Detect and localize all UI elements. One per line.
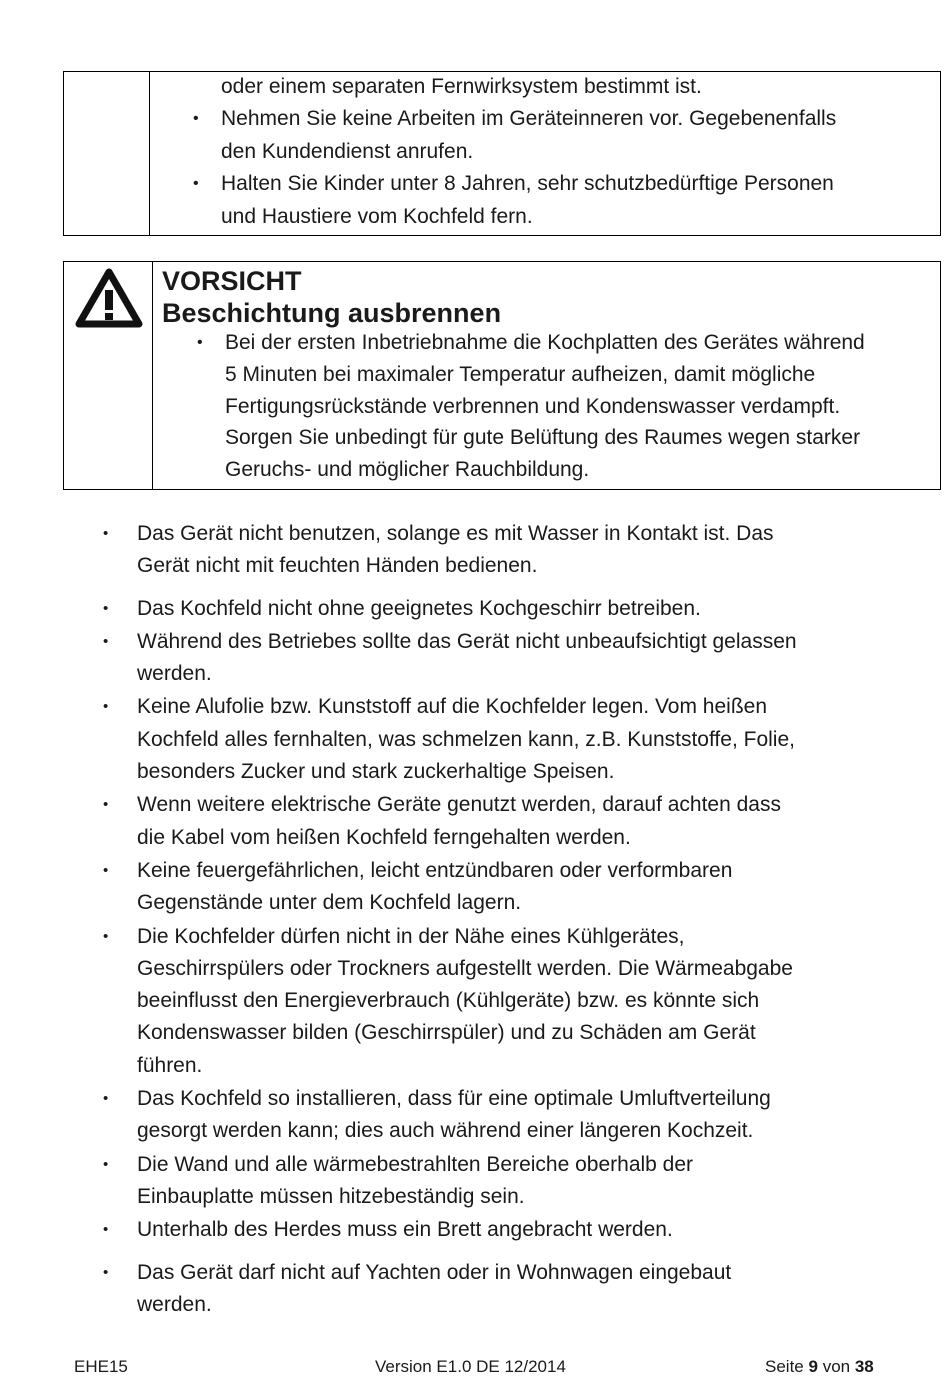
list-item-line: Das Kochfeld nicht ohne geeignetes Kochgeschirr betreiben.	[137, 596, 701, 620]
caution-text-line: Sorgen Sie unbedingt für gute Belüftung des Raumes wegen starker	[225, 426, 861, 450]
list-item-line: Wenn weitere elektrische Geräte genutzt werden, darauf achten dass	[137, 793, 781, 817]
list-item-line: Gegenstände unter dem Kochfeld lagern.	[137, 891, 522, 915]
caution-subtitle: Beschichtung ausbrennen	[162, 298, 502, 328]
list-item	[100, 593, 900, 625]
empty-icon-column	[64, 72, 150, 235]
bullet-dot: •	[103, 632, 109, 650]
bullet-dot: •	[103, 1263, 109, 1281]
warning-triangle-icon	[75, 268, 143, 330]
box1-item-line: und Haustiere vom Kochfeld fern.	[221, 204, 533, 228]
list-item-line: Unterhalb des Herdes muss ein Brett angebracht werden.	[137, 1218, 673, 1242]
list-item	[100, 1257, 900, 1322]
footer-version: Version E1.0 DE 12/2014	[375, 1357, 566, 1376]
list-item	[100, 789, 900, 854]
caution-text-line: Bei der ersten Inbetriebnahme die Kochplatten des Gerätes während	[225, 331, 865, 354]
list-item-line: Während des Betriebes sollte das Gerät nicht unbeaufsichtigt gelassen	[137, 629, 797, 653]
list-item	[100, 626, 900, 691]
box1-item-line: den Kundendienst anrufen.	[221, 139, 474, 163]
caution-title: VORSICHT	[162, 266, 302, 296]
box1-bullet-dot: •	[193, 175, 199, 192]
list-item-line: werden.	[137, 1292, 212, 1316]
list-item-line: Die Wand und alle wärmebestrahlten Bereiche oberhalb der	[137, 1152, 694, 1176]
list-item	[100, 1149, 900, 1214]
list-item-line: Keine Alufolie bzw. Kunststoff auf die Kochfelder legen. Vom heißen	[137, 695, 768, 719]
bullet-dot: •	[103, 927, 109, 945]
page-prefix: Seite	[765, 1357, 804, 1376]
list-item-line: führen.	[137, 1053, 203, 1077]
caution-text-line: Geruchs- und möglicher Rauchbildung.	[225, 458, 590, 482]
page-current: 9	[808, 1357, 818, 1376]
caution-text-line: Fertigungsrückstände verbrennen und Kondenswasser verdampft.	[225, 394, 841, 418]
list-item	[100, 855, 900, 920]
page-total: 38	[854, 1357, 874, 1376]
bullet-dot: •	[103, 525, 109, 542]
safety-instructions-list	[100, 518, 900, 1331]
continuation-text: oder einem separaten Fernwirksystem bestimmt ist.	[221, 75, 702, 98]
footer-model: EHE15	[74, 1357, 128, 1376]
list-item-line: Einbauplatte müssen hitzebeständig sein.	[137, 1184, 525, 1208]
box1-item-line: Halten Sie Kinder unter 8 Jahren, sehr schutzbedürftige Personen	[221, 172, 834, 195]
list-item	[100, 518, 900, 583]
list-item-line: Die Kochfelder dürfen nicht in der Nähe eines Kühlgerätes,	[137, 924, 685, 948]
list-item	[100, 921, 900, 1082]
bullet-dot: •	[103, 796, 109, 814]
list-item	[100, 691, 900, 788]
bullet-dot: •	[103, 1090, 109, 1108]
list-item-line: werden.	[137, 662, 212, 686]
caution-text-line: 5 Minuten bei maximaler Temperatur aufheizen, damit mögliche	[225, 362, 816, 386]
caution-heading	[162, 265, 501, 329]
bullet-dot: •	[103, 861, 109, 879]
bullet-dot: •	[103, 1155, 109, 1173]
list-item	[100, 1214, 900, 1246]
list-item-line: gesorgt werden kann; dies auch während einer längeren Kochzeit.	[137, 1119, 754, 1143]
bullet-dot: •	[103, 1221, 109, 1239]
list-item-line: besonders Zucker und stark zuckerhaltige Speisen.	[137, 760, 615, 784]
list-item	[100, 1083, 900, 1148]
caution-icon-column	[64, 262, 153, 489]
box1-item-line: Nehmen Sie keine Arbeiten im Geräteinneren vor. Gegebenenfalls	[221, 107, 837, 130]
list-item-line: Kondenswasser bilden (Geschirrspüler) und zu Schäden am Gerät	[137, 1021, 756, 1045]
list-item-line: Kochfeld alles fernhalten, was schmelzen kann, z.B. Kunststoffe, Folie,	[137, 727, 795, 751]
page-of: von	[822, 1357, 851, 1376]
footer-page-number	[765, 1357, 874, 1377]
bullet-dot: •	[103, 599, 109, 617]
caution-bullet-dot: •	[197, 334, 203, 351]
list-item-line: Das Kochfeld so installieren, dass für eine optimale Umluftverteilung	[137, 1087, 771, 1111]
bullet-dot: •	[103, 698, 109, 716]
list-item-line: die Kabel vom heißen Kochfeld ferngehalten werden.	[137, 825, 631, 849]
list-item-line: Das Gerät nicht benutzen, solange es mit Wasser in Kontakt ist. Das	[137, 522, 774, 545]
list-item-line: Das Gerät darf nicht auf Yachten oder in Wohnwagen eingebaut	[137, 1260, 732, 1284]
list-item-line: Geschirrspülers oder Trockners aufgestellt werden. Die Wärmeabgabe	[137, 956, 793, 980]
list-item-line: Gerät nicht mit feuchten Händen bedienen.	[137, 554, 538, 578]
list-item-line: beeinflusst den Energieverbrauch (Kühlgeräte) bzw. es könnte sich	[137, 989, 760, 1013]
box1-bullet-dot: •	[193, 110, 199, 127]
list-item-line: Keine feuergefährlichen, leicht entzündbaren oder verformbaren	[137, 858, 733, 882]
